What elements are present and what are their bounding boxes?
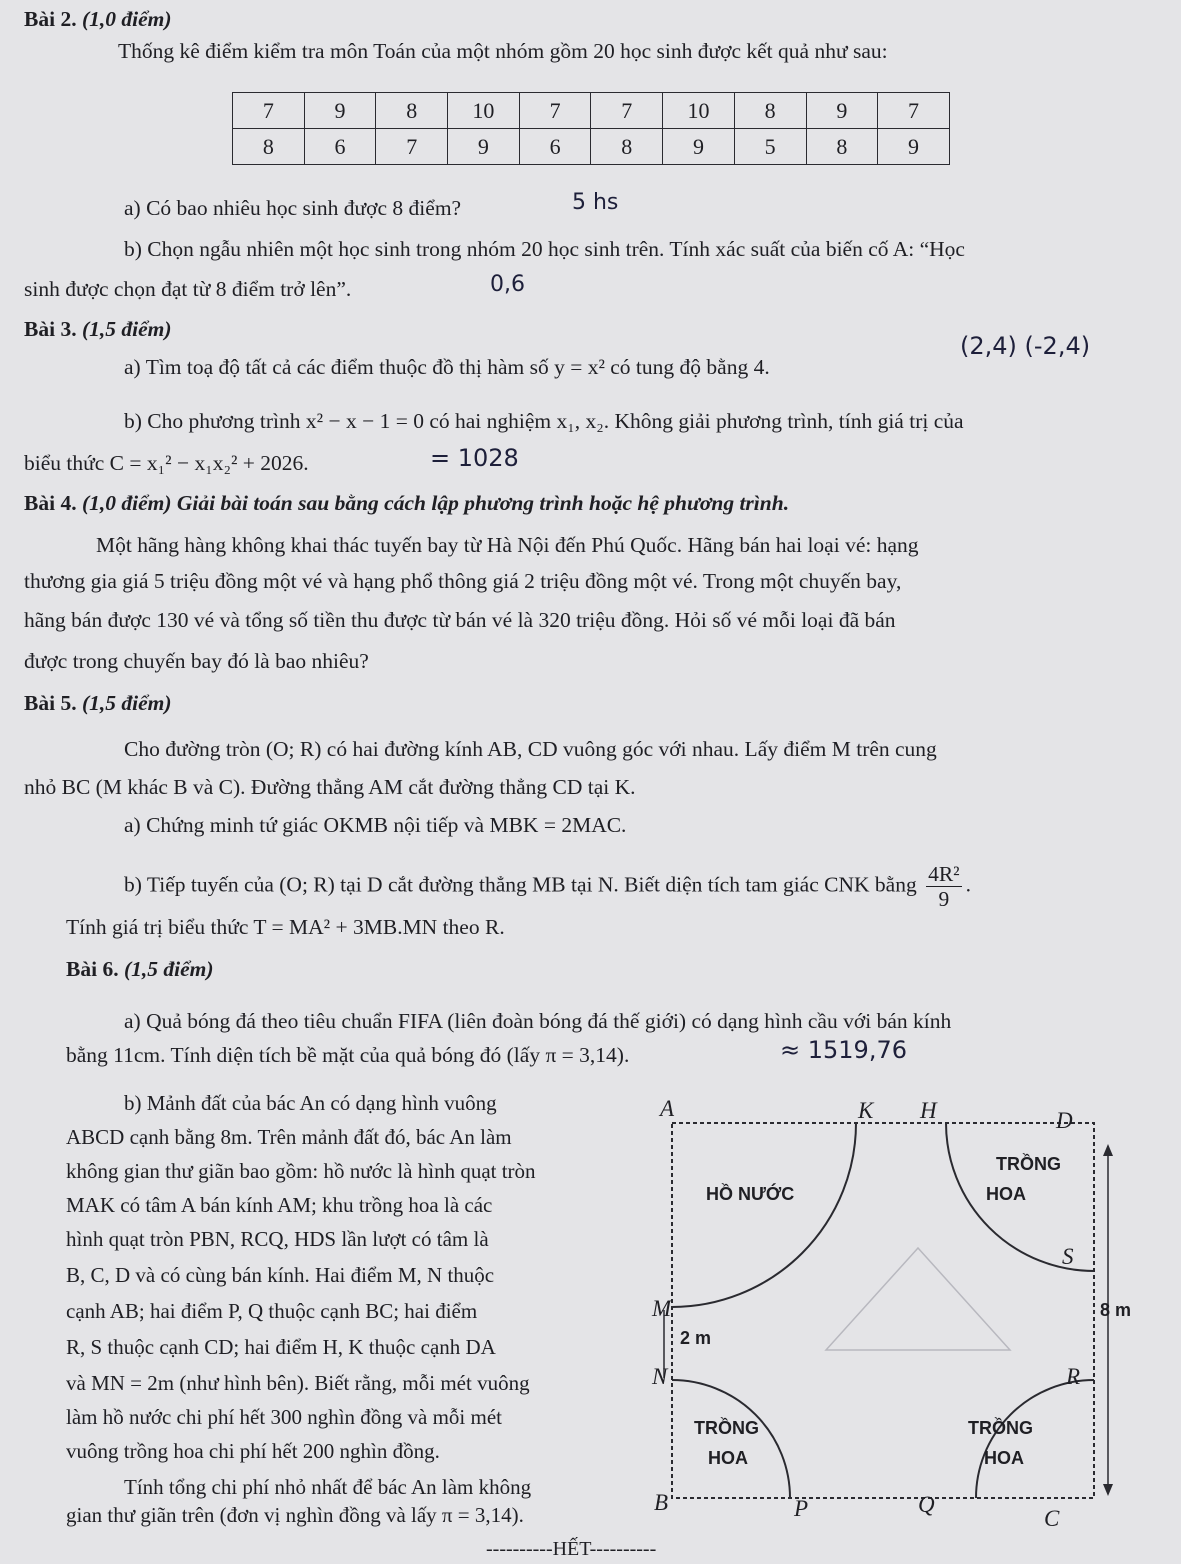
- label-s: S: [1062, 1244, 1074, 1269]
- area-fraction: $\frac{\text{4R²}}{9}$: [928, 862, 960, 911]
- bai6-b-final-2: gian thư giãn trên (đơn vị nghìn đồng và lấy π = 3,14).: [66, 1503, 524, 1527]
- flower-br-label-2: HOA: [984, 1448, 1024, 1468]
- bai3-question-b-cont: biểu thức C = x₁² − x₁x₂² + 2026.: [24, 451, 309, 475]
- bai6-question-a-cont: bằng 11cm. Tính diện tích bề mặt của quả bóng đó (lấy π = 3,14).: [66, 1043, 630, 1067]
- bai6-b-line-1: b) Mảnh đất của bác An có dạng hình vuông: [124, 1091, 497, 1115]
- bai6-b-line-11: vuông trồng hoa chi phí hết 200 nghìn đồng.: [66, 1439, 440, 1463]
- flower-top-label-1: TRỒNG: [996, 1154, 1061, 1174]
- bai4-line-3: hãng bán được 130 vé và tổng số tiền thu được từ bán vé là 320 triệu đồng. Hỏi số vé mỗi loại đã bán: [24, 608, 896, 632]
- bai5-question-b-cont: Tính giá trị biểu thức T = MA² + 3MB.MN theo R.: [66, 915, 505, 939]
- bai2-intro: Thống kê điểm kiểm tra môn Toán của một nhóm gồm 20 học sinh được kết quả như sau:: [118, 39, 888, 63]
- label-r: R: [1066, 1364, 1081, 1389]
- label-d: D: [1056, 1108, 1073, 1133]
- table-row: 7 9 8 10 7 7 10 8 9 7: [233, 93, 950, 129]
- flower-bl-label-2: HOA: [708, 1448, 748, 1468]
- bai5-question-a: a) Chứng minh tứ giác OKMB nội tiếp và MBK = 2MAC.: [124, 813, 627, 837]
- bai4-line-4: được trong chuyến bay đó là bao nhiêu?: [24, 649, 369, 673]
- table-row: 8 6 7 9 6 8 9 5 8 9: [233, 129, 950, 165]
- bai5-line-1: Cho đường tròn (O; R) có hai đường kính AB, CD vuông góc với nhau. Lấy điểm M trên cung: [124, 737, 937, 761]
- bai6-heading: Bài 6. (1,5 điểm): [66, 957, 214, 981]
- bai6-b-line-9: và MN = 2m (như hình bên). Biết rằng, mỗi mét vuông: [66, 1371, 530, 1395]
- lake-arc: [672, 1123, 856, 1307]
- mn-length-label: 2 m: [680, 1328, 712, 1348]
- handwritten-answer-2b: 0,6: [490, 272, 525, 297]
- bai6-b-final-1: Tính tổng chi phí nhỏ nhất để bác An làm không: [124, 1475, 532, 1499]
- bai6-b-line-3: không gian thư giãn bao gồm: hồ nước là hình quạt tròn: [66, 1159, 536, 1183]
- label-c: C: [1044, 1506, 1060, 1531]
- square-abcd: [672, 1123, 1094, 1498]
- arrow-down-icon: [1103, 1484, 1113, 1496]
- bai2-question-b: b) Chọn ngẫu nhiên một học sinh trong nhóm 20 học sinh trên. Tính xác suất của biến cố A: “Học: [124, 237, 965, 261]
- flower-bl-label-1: TRỒNG: [694, 1418, 759, 1438]
- side-length-label: 8 m: [1100, 1300, 1132, 1320]
- bai4-line-1: Một hãng hàng không khai thác tuyến bay từ Hà Nội đến Phú Quốc. Hãng bán hai loại vé: hạng: [96, 533, 919, 557]
- bai6-b-line-10: làm hồ nước chi phí hết 300 nghìn đồng và mỗi mét: [66, 1405, 503, 1429]
- bai6-b-line-2: ABCD cạnh bằng 8m. Trên mảnh đất đó, bác An làm: [66, 1125, 512, 1149]
- bai2-question-a: a) Có bao nhiêu học sinh được 8 điểm?: [124, 196, 462, 220]
- bai3-question-b: b) Cho phương trình x² − x − 1 = 0 có hai nghiệm x₁, x₂. Không giải phương trình, tính giá trị của: [124, 409, 964, 433]
- handwritten-answer-6a: ≈ 1519,76: [780, 1036, 907, 1064]
- handwritten-answer-2a: 5 hs: [572, 190, 619, 215]
- label-a: A: [660, 1096, 675, 1121]
- bai5-question-b: b) Tiếp tuyến của (O; R) tại D cắt đường thẳng MB tại N. Biết diện tích tam giác CNK bằng $\frac{\text{4R²}}{9}$ .: [124, 862, 972, 911]
- bai6-b-line-8: R, S thuộc cạnh CD; hai điểm H, K thuộc cạnh DA: [66, 1335, 496, 1359]
- faint-triangle: [826, 1248, 1010, 1350]
- label-k: K: [858, 1098, 874, 1123]
- bai5-heading: Bài 5. (1,5 điểm): [24, 691, 172, 715]
- flower-arc-c: [976, 1380, 1094, 1498]
- handwritten-answer-3b: = 1028: [430, 444, 519, 472]
- bai4-line-2: thương gia giá 5 triệu đồng một vé và hạng phổ thông giá 2 triệu đồng một vé. Trong một chuyến bay,: [24, 569, 902, 593]
- bai3-heading: Bài 3. (1,5 điểm): [24, 317, 172, 341]
- lake-label: HỒ NƯỚC: [706, 1184, 795, 1204]
- bai6-b-line-6: B, C, D và có cùng bán kính. Hai điểm M, N thuộc: [66, 1263, 495, 1287]
- bai6-b-line-5: hình quạt tròn PBN, RCQ, HDS lần lượt có tâm là: [66, 1227, 489, 1251]
- bai2-heading: Bài 2. (1,0 điểm): [24, 7, 172, 31]
- bai6-b-line-7: cạnh AB; hai điểm P, Q thuộc cạnh BC; hai điểm: [66, 1299, 478, 1323]
- bai5-line-2: nhỏ BC (M khác B và C). Đường thẳng AM cắt đường thẳng CD tại K.: [24, 775, 636, 799]
- label-q: Q: [918, 1492, 935, 1517]
- bai6-question-a: a) Quả bóng đá theo tiêu chuẩn FIFA (liên đoàn bóng đá thế giới) có dạng hình cầu với bán kính: [124, 1009, 952, 1033]
- bai3-question-a: a) Tìm toạ độ tất cả các điểm thuộc đồ thị hàm số y = x² có tung độ bằng 4.: [124, 355, 770, 379]
- bai2-question-b-cont: sinh được chọn đạt từ 8 điểm trở lên”.: [24, 277, 352, 301]
- flower-arc-b: [672, 1380, 790, 1498]
- flower-top-label-2: HOA: [986, 1184, 1026, 1204]
- label-p: P: [794, 1496, 809, 1521]
- arrow-up-icon: [1103, 1144, 1113, 1156]
- handwritten-answer-3a: (2,4) (-2,4): [960, 332, 1091, 360]
- bai4-heading: Bài 4. (1,0 điểm) Giải bài toán sau bằng cách lập phương trình hoặc hệ phương trình.: [24, 491, 790, 515]
- label-h: H: [920, 1098, 937, 1123]
- flower-br-label-1: TRỒNG: [968, 1418, 1033, 1438]
- label-b: B: [654, 1490, 669, 1515]
- bai6-b-line-4: MAK có tâm A bán kính AM; khu trồng hoa là các: [66, 1193, 493, 1217]
- label-n: N: [652, 1364, 668, 1389]
- label-m: M: [652, 1296, 672, 1321]
- end-marker: ----------HẾT----------: [486, 1538, 657, 1560]
